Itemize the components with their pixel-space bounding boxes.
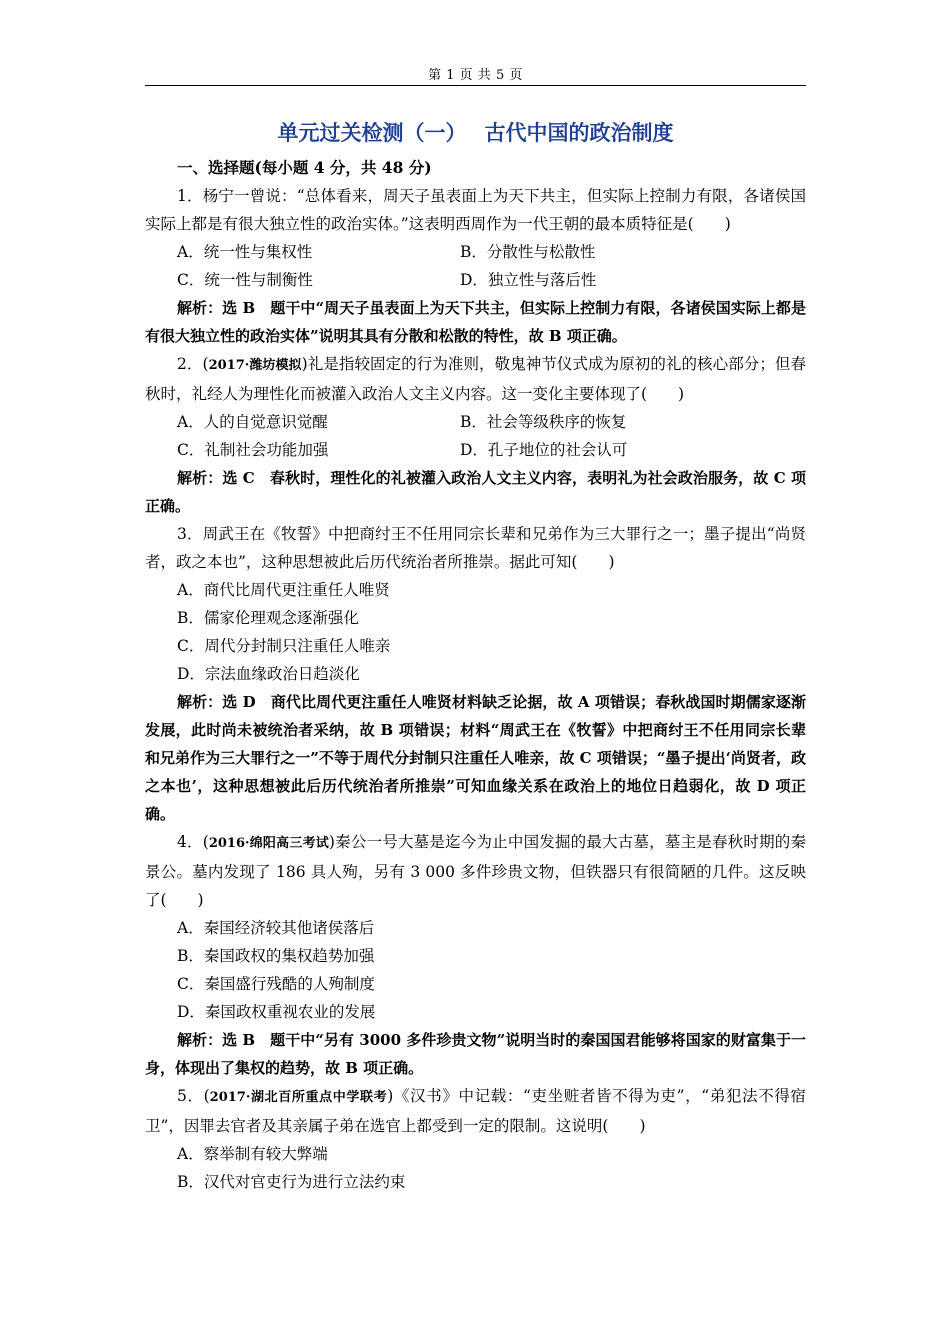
question-2-option-b: B．社会等级秩序的恢复: [460, 413, 627, 431]
question-2-analysis: 解析：选 C 春秋时，理性化的礼被灌入政治人文主义内容，表明礼为社会政治服务，故 C 项正确。: [145, 469, 806, 515]
question-4-option-b: B．秦国政权的集权趋势加强: [177, 947, 375, 965]
question-3-analysis: 解析：选 D 商代比周代更注重任人唯贤材料缺乏论据，故 A 项错误；春秋战国时期儒家逐渐发展，此时尚未被统治者采纳，故 B 项错误；材料“周武王在《牧誓》中把商纣王不任用同宗长辈和兄弟作为三大罪行之一”不等于周代分封制只注重任人唯亲，故 C 项错误；“墨子提出‘尚贤者，政之本也’，这种思想被此后历代统治者所推崇”可知血缘关系在政治上的地位日趋弱化，故 D 项正确。: [145, 693, 806, 823]
question-5-text: )《汉书》中记载：“吏坐赃者皆不得为吏”，“弟犯法不得宿卫”，因罪去官者及其亲属子弟在选官上都受到一定的限制。这说明( ): [145, 1087, 806, 1135]
page-title: [145, 118, 806, 148]
question-2-number: 2．(: [177, 355, 209, 373]
question-2-options-row-1: [145, 408, 806, 436]
question-5-number: 5．(: [177, 1087, 210, 1105]
question-1-options-row-1: [145, 238, 806, 266]
question-5-source: 2017·湖北百所重点中学联考: [209, 1090, 388, 1105]
question-1-stem: 1．杨宁一曾说：“总体看来，周天子虽表面上为天下共主，但实际上控制力有限，各诸侯国实际上都是有很大独立性的政治实体。”这表明西周作为一代王朝的最本质特征是( ): [145, 187, 806, 233]
question-1-option-a: A．统一性与集权性: [177, 243, 313, 261]
question-5-option-b: B．汉代对官吏行为进行立法约束: [177, 1173, 406, 1191]
question-4-option-a: A．秦国经济较其他诸侯落后: [177, 919, 375, 937]
question-4-text: )秦公一号大墓是迄今为止中国发掘的最大古墓，墓主是春秋时期的秦景公。墓内发现了 186 具人殉，另有 3 000 多件珍贵文物，但铁器只有很简陋的几件。这反映了( ): [145, 833, 806, 909]
question-3-option-a: A．商代比周代更注重任人唯贤: [177, 581, 390, 599]
question-3-option-b: B．儒家伦理观念逐渐强化: [177, 609, 359, 627]
question-3-option-d: D．宗法血缘政治日趋淡化: [177, 665, 360, 683]
question-4-option-d: D．秦国政权重视农业的发展: [177, 1003, 376, 1021]
question-1-option-b: B．分散性与松散性: [460, 243, 596, 261]
question-2-stem: [145, 350, 806, 408]
title-topic: 古代中国的政治制度: [484, 120, 674, 145]
question-2-source: 2017·潍坊模拟: [208, 358, 302, 373]
question-2-option-a: A．人的自觉意识觉醒: [177, 413, 328, 431]
question-1-option-c: C．统一性与制衡性: [177, 271, 313, 289]
question-2-options-row-2: [145, 436, 806, 464]
question-2-option-d: D．孔子地位的社会认可: [460, 441, 628, 459]
question-1-options-row-2: [145, 266, 806, 294]
question-4-option-c: C．秦国盛行残酷的人殉制度: [177, 975, 375, 993]
question-1-option-d: D．独立性与落后性: [460, 271, 597, 289]
document-body: [145, 118, 806, 1196]
question-3-option-c: C．周代分封制只注重任人唯亲: [177, 637, 391, 655]
question-5-option-a: A．察举制有较大弊端: [177, 1145, 328, 1163]
title-unit: 单元过关检测（一）: [277, 120, 467, 145]
question-4-source: 2016·绵阳高三考试: [208, 836, 329, 851]
question-1-analysis: 解析：选 B 题干中“周天子虽表面上为天下共主，但实际上控制力有限，各诸侯国实际上都是有很大独立性的政治实体”说明其具有分散和松散的特性，故 B 项正确。: [145, 299, 806, 345]
question-3-stem: 3．周武王在《牧誓》中把商纣王不任用同宗长辈和兄弟作为三大罪行之一；墨子提出“尚贤者，政之本也”，这种思想被此后历代统治者所推崇。据此可知( ): [145, 525, 806, 571]
section-heading: 一、选择题(每小题 4 分，共 48 分): [177, 158, 432, 177]
question-2-text: )礼是指较固定的行为准则，敬鬼神节仪式成为原初的礼的核心部分；但春秋时，礼经人为理性化而被灌入政治人文主义内容。这一变化主要体现了( ): [145, 355, 806, 403]
header-divider: [145, 85, 806, 86]
question-2-option-c: C．礼制社会功能加强: [177, 441, 329, 459]
question-4-analysis: 解析：选 B 题干中“另有 3000 多件珍贵文物”说明当时的秦国国君能够将国家的财富集于一身，体现出了集权的趋势，故 B 项正确。: [145, 1031, 806, 1077]
question-4-number: 4．(: [177, 833, 209, 851]
page-header: 第 1 页 共 5 页: [428, 68, 523, 83]
question-4-stem: [145, 828, 806, 914]
question-5-stem: [145, 1082, 806, 1140]
